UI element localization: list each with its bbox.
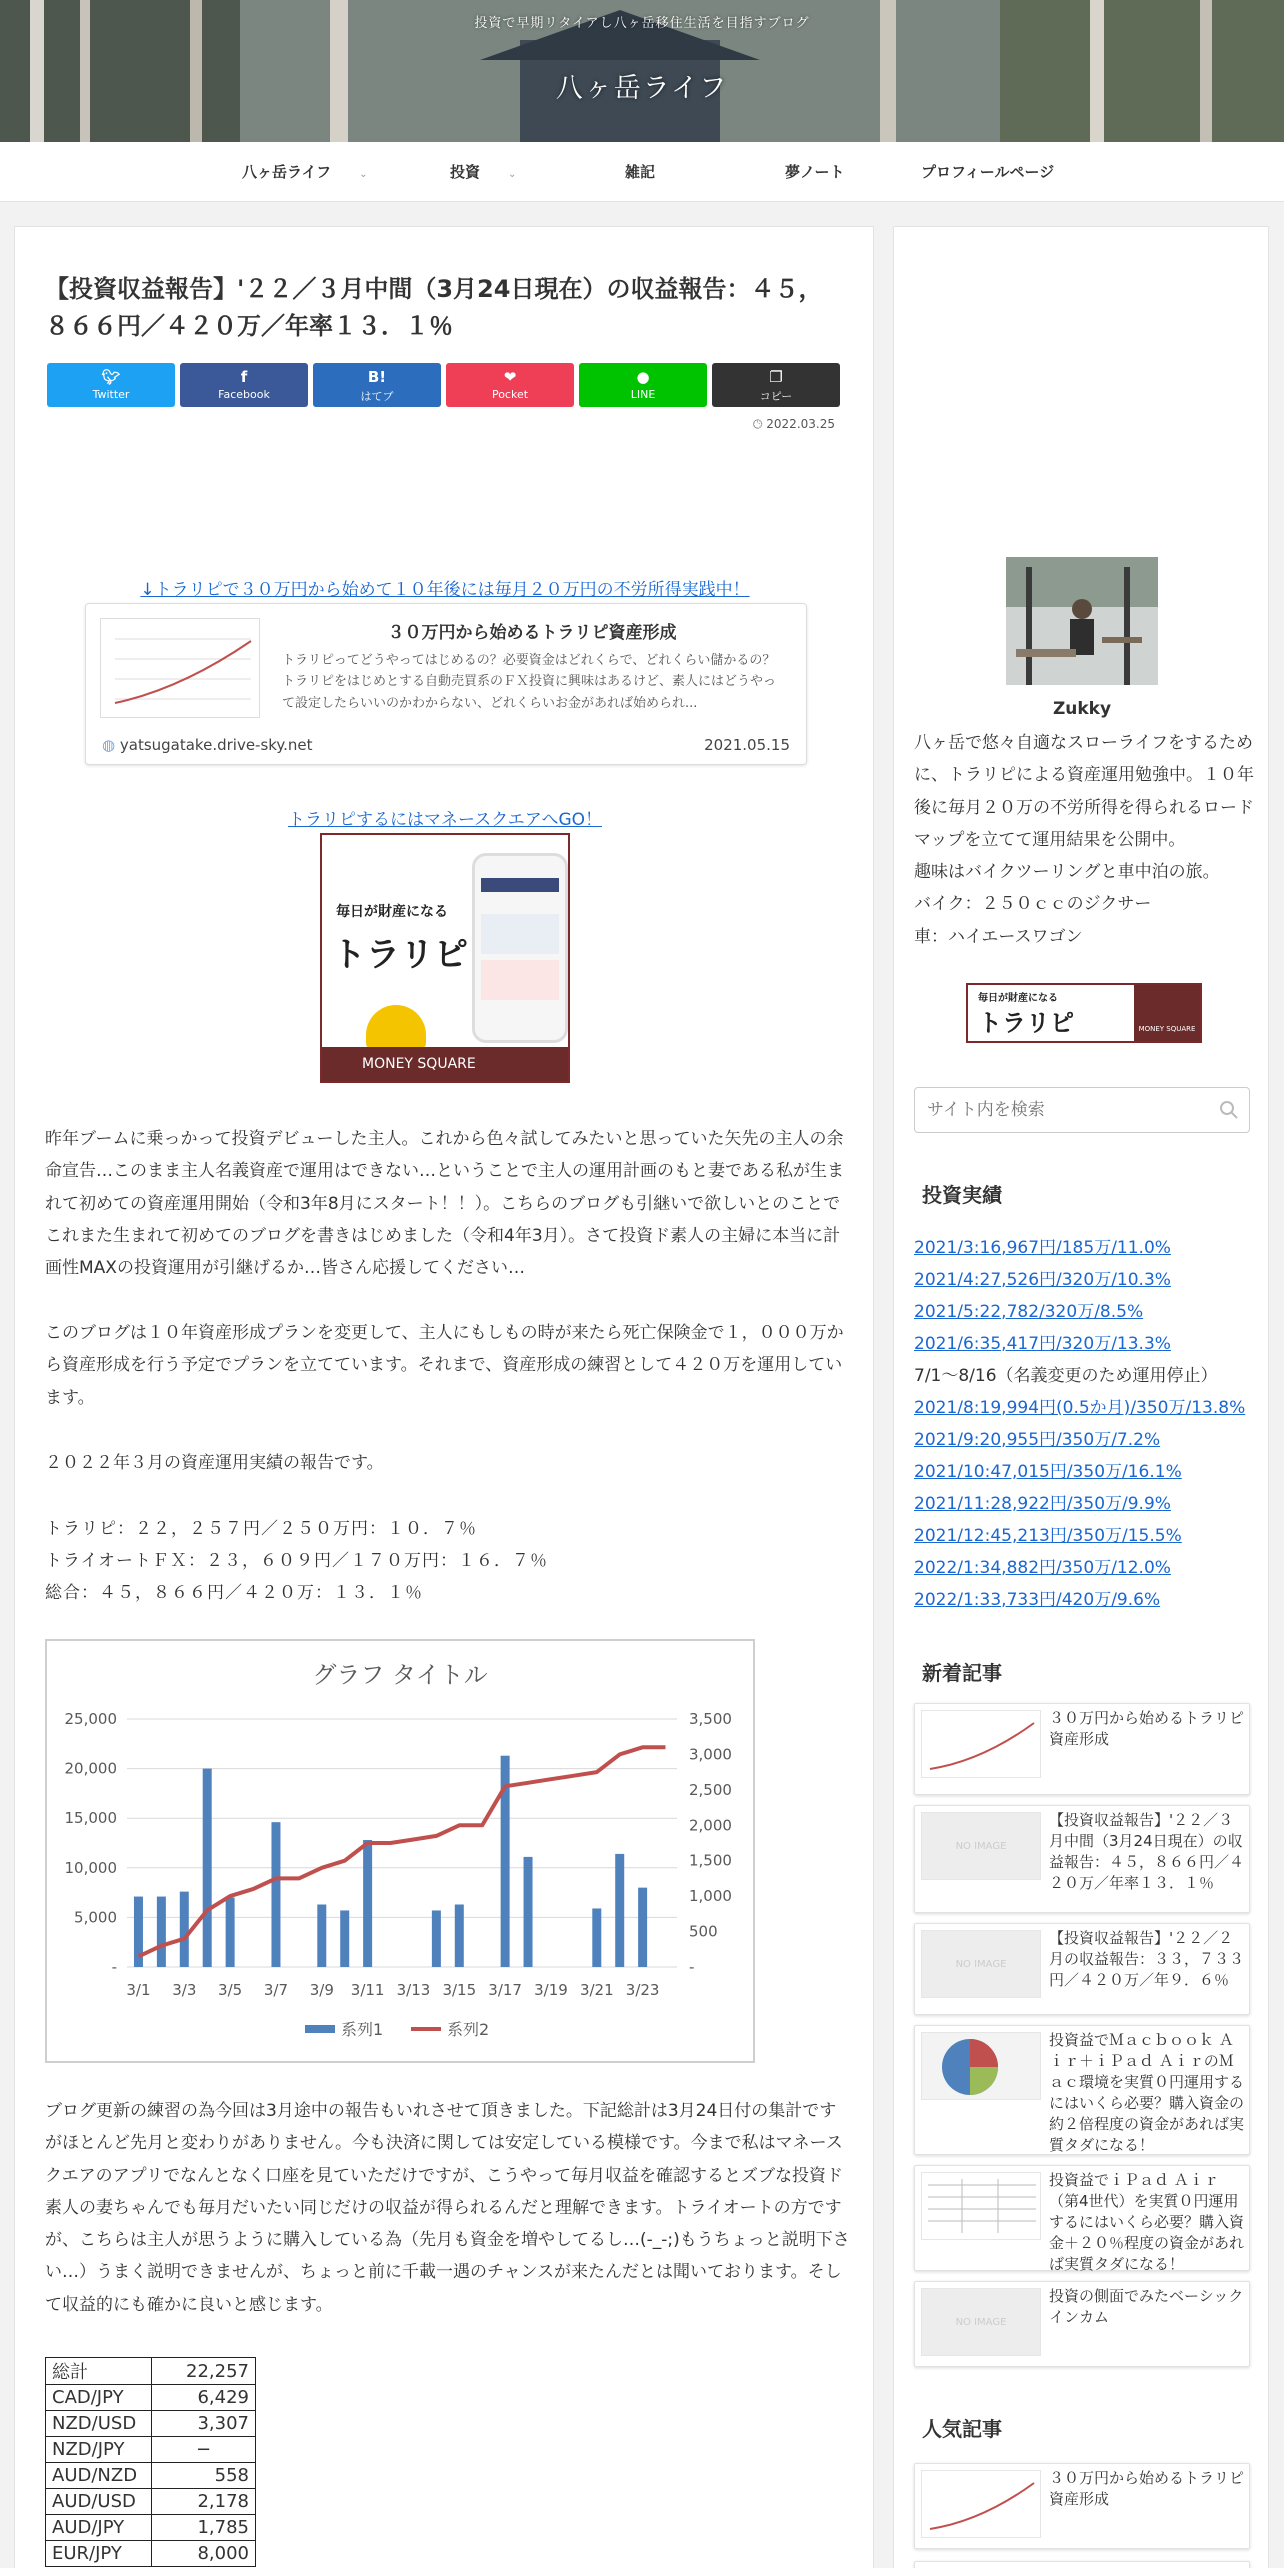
share-pocket-button[interactable] bbox=[446, 363, 574, 407]
nav-item-label: 雑記 bbox=[625, 163, 656, 181]
globe-icon: ◍ bbox=[102, 736, 116, 754]
table-cell-value: 22,257 bbox=[152, 2358, 256, 2385]
author-bio-line: 趣味はバイクツーリングと車中泊の旅。 bbox=[914, 862, 1220, 883]
x-axis-tick-label: 3/13 bbox=[396, 1981, 431, 1999]
legend-label: 系列1 bbox=[341, 2020, 384, 2039]
no-image-icon: NO IMAGE bbox=[922, 1813, 1040, 1879]
x-axis-tick-label: 3/3 bbox=[172, 1981, 197, 1999]
table-cell-pair: AUD/JPY bbox=[46, 2515, 152, 2541]
blog-card[interactable] bbox=[85, 603, 807, 765]
right-axis-tick-label: 1,500 bbox=[689, 1851, 732, 1870]
post-thumbnail bbox=[921, 1812, 1041, 1880]
table-cell-value: − bbox=[152, 2437, 256, 2463]
left-axis-tick-label: 15,000 bbox=[64, 1809, 117, 1828]
new-post-card[interactable] bbox=[914, 2025, 1250, 2155]
post-card-title: 投資益でｉＰａｄ Ａｉｒ（第4世代）を実質０円運用するにはいくら必要？購入資金＋２０％程度の資金があれば実質タダになる！ bbox=[1049, 2171, 1245, 2273]
share-label: LINE bbox=[630, 388, 656, 401]
earnings-chart bbox=[45, 1639, 755, 2063]
banner-logo: トラリピ bbox=[978, 1009, 1074, 1037]
clock-icon: 🕒︎ bbox=[752, 417, 767, 431]
left-axis-tick-label: - bbox=[111, 1958, 117, 1976]
author-bio-line: 八ヶ岳で悠々自適なスローライフをするために、トラリピによる資産運用勉強中。１０年後に毎月２０万の不労所得を得られるロードマップを立てて運用結果を公開中。 bbox=[914, 733, 1254, 850]
line-chart-thumbnail-icon bbox=[922, 2471, 1041, 2538]
table-row bbox=[46, 2411, 256, 2437]
chart-bar bbox=[271, 1822, 280, 1967]
trarip-intro-link[interactable]: ↓トラリピで３０万円から始めて１０年後には毎月２０万円の不労所得実践中！ bbox=[140, 580, 750, 600]
table-row bbox=[46, 2385, 256, 2411]
performance-link[interactable]: 2021/11:28,922円/350万/9.9% bbox=[914, 1494, 1171, 1514]
right-axis-tick-label: 2,500 bbox=[689, 1780, 732, 1799]
performance-link[interactable]: 2021/4:27,526円/320万/10.3% bbox=[914, 1270, 1171, 1290]
search-input[interactable] bbox=[915, 1088, 1195, 1132]
post-card-title: 投資益でＭａｃｂｏｏｋ Ａｉｒ＋ｉＰａｄ ＡｉｒのＭａｃ環境を実質０円運用するにはいくら必要？購入資金の約２倍程度の資金があれば実質タダになる！ bbox=[1049, 2031, 1245, 2154]
post-thumbnail bbox=[921, 2172, 1041, 2240]
new-post-card[interactable] bbox=[914, 1703, 1250, 1795]
post-card-title: 【投資収益報告】'２２／２月の収益報告：３３，７３３円／４２０万／年９．６％ bbox=[1049, 1929, 1245, 1989]
intro-paragraph: 昨年ブームに乗っかって投資デビューした主人。これから色々試してみたいと思っていた矢先の主人の余命宣告…このまま主人名義資産で運用はできない…ということで主人の運用計画のもと妻である私が生まれて初めての資産運用開始（令和3年8月にスタート！！）。こちらのブログも引継いで欲しいとのことでこれまた生まれて初めてのブログを書きはじめました（令和4年3月）。さて投資ド素人の主婦に本当に計画性MAXの投資運用が引継げるか…皆さん応援してください… bbox=[45, 1129, 844, 1279]
x-axis-tick-label: 3/9 bbox=[309, 1981, 334, 1999]
table-cell-value: 8,000 bbox=[152, 2541, 256, 2567]
nav-item-misc[interactable] bbox=[625, 142, 655, 202]
performance-note: 7/1～8/16（名義変更のため運用停止） bbox=[914, 1366, 1218, 1386]
chart-title: グラフ タイトル bbox=[312, 1661, 488, 1689]
site-header bbox=[0, 0, 1284, 142]
no-image-icon: NO IMAGE bbox=[922, 1931, 1040, 1997]
performance-link[interactable]: 2021/3:16,967円/185万/11.0% bbox=[914, 1238, 1171, 1258]
post-card-title: 投資の側面でみたベーシックインカム bbox=[1049, 2287, 1244, 2326]
x-axis-tick-label: 3/7 bbox=[263, 1981, 289, 1999]
blog-card-date: 2021.05.15 bbox=[704, 736, 790, 754]
sidebar-trarip-banner[interactable] bbox=[966, 983, 1202, 1043]
x-axis-tick-label: 3/1 bbox=[126, 1981, 151, 1999]
table-row bbox=[46, 2489, 256, 2515]
result-total: 総合：４５，８６６円／４２０万：１３．１％ bbox=[45, 1583, 423, 1603]
x-axis-tick-label: 3/11 bbox=[350, 1981, 385, 1999]
performance-link[interactable]: 2021/9:20,955円/350万/7.2% bbox=[914, 1430, 1161, 1450]
main-article bbox=[14, 226, 874, 2568]
author-bio bbox=[914, 727, 1258, 953]
banner-tagline: 毎日が財産になる bbox=[336, 904, 448, 920]
share-label: はてブ bbox=[360, 390, 394, 403]
banner-footer: MONEY SQUARE bbox=[322, 1047, 568, 1081]
right-axis-tick-label: 2,000 bbox=[689, 1816, 732, 1835]
pocket-icon: ❤︎ bbox=[503, 368, 517, 386]
report-heading-paragraph: ２０２２年３月の資産運用実績の報告です。 bbox=[45, 1453, 384, 1473]
x-axis-tick-label: 3/23 bbox=[625, 1981, 660, 1999]
performance-widget-title: 投資実績 bbox=[922, 1183, 1002, 1207]
share-label: Pocket bbox=[491, 388, 529, 401]
post-thumbnail bbox=[921, 2288, 1041, 2356]
left-axis-tick-label: 10,000 bbox=[64, 1858, 117, 1877]
x-axis-tick-label: 3/21 bbox=[579, 1981, 614, 1999]
line-icon: ● bbox=[636, 368, 650, 386]
post-thumbnail bbox=[921, 2032, 1041, 2100]
table-cell-value: 6,429 bbox=[152, 2385, 256, 2411]
chevron-down-icon: ⌄ bbox=[359, 169, 368, 180]
result-triauto: トライオートＦＸ：２３，６０９円／１７０万円：１６．７％ bbox=[45, 1551, 548, 1571]
table-thumbnail-icon bbox=[922, 2173, 1041, 2240]
table-row bbox=[46, 2437, 256, 2463]
table-cell-value: 1,785 bbox=[152, 2515, 256, 2541]
right-axis-tick-label: 1,000 bbox=[689, 1887, 732, 1906]
chart-bar bbox=[203, 1769, 212, 1967]
nav-item-label: 夢ノート bbox=[785, 163, 845, 181]
left-axis-tick-label: 25,000 bbox=[64, 1710, 117, 1728]
post-title: 【投資収益報告】'２２／３月中間（3月24日現在）の収益報告：４５，８６６円／４２０万／年率１３．１％ bbox=[45, 275, 823, 341]
blog-card-description: トラリピってどうやってはじめるの？必要資金はどれくらで、どれくらい儲かるの？トラリピをはじめとする自動売買系のＦＸ投資に興味はあるけど、素人にはどうやって設定したらいいのかわからない、どれくらいお金があれば始められ... bbox=[282, 653, 777, 711]
banner-tagline: 毎日が財産になる bbox=[978, 993, 1058, 1004]
nav-item-label: 投資 bbox=[450, 163, 481, 181]
line-chart-thumbnail-icon bbox=[922, 1711, 1041, 1778]
performance-link[interactable]: 2021/10:47,015円/350万/16.1% bbox=[914, 1462, 1182, 1482]
legend-swatch-bar bbox=[305, 2025, 335, 2033]
twitter-icon: 🐦︎ bbox=[101, 368, 121, 386]
table-row bbox=[46, 2358, 256, 2385]
chart-bar bbox=[432, 1910, 441, 1967]
nav-item-dream-note[interactable] bbox=[785, 142, 845, 202]
new-posts-widget-title: 新着記事 bbox=[922, 1661, 1002, 1685]
chart-bar bbox=[363, 1840, 372, 1967]
share-copy-button[interactable] bbox=[712, 363, 840, 407]
share-label: Facebook bbox=[218, 388, 270, 401]
copy-icon: ❐ bbox=[769, 368, 783, 386]
chevron-down-icon: ⌄ bbox=[508, 169, 517, 180]
new-post-card[interactable] bbox=[914, 2165, 1250, 2271]
right-axis-tick-label: 500 bbox=[689, 1922, 718, 1941]
performance-link[interactable]: 2021/5:22,782/320万/8.5% bbox=[914, 1302, 1144, 1322]
chart-bar bbox=[592, 1908, 601, 1967]
tiger-mascot-icon bbox=[366, 1005, 426, 1049]
post-thumbnail bbox=[921, 1710, 1041, 1778]
chart-bar bbox=[157, 1897, 166, 1967]
table-cell-value: 3,307 bbox=[152, 2411, 256, 2437]
table-cell-value: 558 bbox=[152, 2463, 256, 2489]
post-thumbnail bbox=[921, 2470, 1041, 2538]
post-card-title: ３０万円から始めるトラリピ資産形成 bbox=[1049, 2469, 1245, 2508]
chart-bar bbox=[524, 1857, 533, 1967]
nav-item-profile[interactable] bbox=[921, 142, 1054, 202]
banner-footer: MONEY SQUARE bbox=[1134, 985, 1200, 1041]
table-cell-pair: AUD/NZD bbox=[46, 2463, 152, 2489]
after-chart-paragraph: ブログ更新の練習の為今回は3月途中の報告もいれさせて頂きました。下記総計は3月24日付の集計ですがほとんど先月と変わりがありません。今も決済に関しては安定している模様です。今まで私はマネースクエアのアプリでなんとなく口座を見ていただけですが、こうやって毎月収益を確認するとズブな投資ド素人の妻ちゃんでも毎月だいたい同じだけの収益が得られるんだと理解できます。トライオートの方ですが、こちらは主人が思うように購入している為（先月も資金を増やしてるし…(-_-;)もうちょっと説明下さい…）うまく説明できませんが、ちょっと前に千載一遇のチャンスが来たんだとは聞いております。そして収益的にも確かに良いと感じます。 bbox=[45, 2101, 850, 2315]
sidebar bbox=[893, 226, 1269, 2568]
pie-chart-thumbnail-icon bbox=[922, 2033, 1041, 2100]
chart-line-series bbox=[139, 1747, 666, 1956]
table-cell-pair: AUD/USD bbox=[46, 2489, 152, 2515]
new-post-card[interactable] bbox=[914, 1805, 1250, 1913]
author-bio-line: 車：ハイエースワゴン bbox=[914, 926, 1083, 947]
table-cell-pair: CAD/JPY bbox=[46, 2385, 152, 2411]
new-post-card[interactable] bbox=[914, 1923, 1250, 2015]
table-cell-pair: EUR/JPY bbox=[46, 2541, 152, 2567]
share-hatena-button[interactable] bbox=[313, 363, 441, 407]
trarip-banner[interactable] bbox=[320, 833, 570, 1083]
share-label: コピー bbox=[759, 390, 793, 403]
blog-card-site bbox=[102, 736, 313, 754]
share-line-button[interactable] bbox=[579, 363, 707, 407]
left-axis-tick-label: 5,000 bbox=[74, 1908, 117, 1927]
nav-item-yatsugatake-life[interactable] bbox=[242, 142, 368, 202]
author-avatar bbox=[1006, 557, 1158, 685]
earnings-chart-svg bbox=[47, 1641, 753, 2061]
no-image-icon: NO IMAGE bbox=[922, 2289, 1040, 2355]
popular-post-card[interactable] bbox=[914, 2561, 1250, 2568]
site-search bbox=[914, 1087, 1250, 1133]
popular-post-card[interactable] bbox=[914, 2463, 1250, 2549]
right-axis-tick-label: 3,500 bbox=[689, 1710, 732, 1728]
performance-link[interactable]: 2021/6:35,417円/320万/13.3% bbox=[914, 1334, 1171, 1354]
chart-bar bbox=[317, 1905, 326, 1967]
chart-bar bbox=[638, 1888, 647, 1967]
result-trarip: トラリピ：２２，２５７円／２５０万円：１０．７％ bbox=[45, 1519, 477, 1539]
author-photo-icon bbox=[1006, 557, 1158, 685]
x-axis-tick-label: 3/15 bbox=[442, 1981, 477, 1999]
chart-bar bbox=[455, 1905, 464, 1967]
blog-card-thumbnail bbox=[100, 618, 260, 718]
share-twitter-button[interactable] bbox=[47, 363, 175, 407]
right-axis-tick-label: - bbox=[689, 1958, 695, 1976]
performance-link[interactable]: 2022/1:33,733円/420万/9.6% bbox=[914, 1590, 1161, 1610]
site-tagline: 投資で早期リタイアし八ヶ岳移住生活を目指すブログ bbox=[474, 16, 810, 31]
line-chart-thumbnail-icon bbox=[101, 619, 259, 717]
x-axis-tick-label: 3/19 bbox=[534, 1981, 568, 1999]
share-label: Twitter bbox=[92, 388, 130, 401]
post-date bbox=[753, 417, 835, 432]
nav-item-investment[interactable] bbox=[450, 142, 516, 202]
table-row bbox=[46, 2541, 256, 2567]
post-date-text: 2022.03.25 bbox=[766, 417, 835, 431]
table-row bbox=[46, 2515, 256, 2541]
post-card-title: ３０万円から始めるトラリピ資産形成 bbox=[1049, 1709, 1245, 1748]
chart-bar bbox=[340, 1910, 349, 1967]
chart-bar bbox=[180, 1892, 189, 1967]
table-cell-value: 2,178 bbox=[152, 2489, 256, 2515]
money-square-link[interactable]: トラリピするにはマネースクエアへGO！ bbox=[287, 810, 603, 830]
popular-posts-widget-title: 人気記事 bbox=[922, 2417, 1002, 2441]
table-cell-pair: NZD/USD bbox=[46, 2411, 152, 2437]
post-card-title: 【投資収益報告】'２２／３月中間（3月24日現在）の収益報告：４５，８６６円／４２０万／年率１３．１％ bbox=[1049, 1811, 1245, 1892]
author-bio-line: バイク：２５０ｃｃのジクサー bbox=[914, 894, 1152, 915]
chart-bar bbox=[226, 1898, 235, 1967]
earnings-table bbox=[45, 2357, 256, 2567]
blog-card-title: ３０万円から始めるトラリピ資産形成 bbox=[387, 623, 677, 643]
blog-card-site-text: yatsugatake.drive-sky.net bbox=[119, 736, 313, 754]
new-post-card[interactable] bbox=[914, 2281, 1250, 2367]
chart-bar bbox=[615, 1854, 624, 1967]
site-title[interactable]: 八ヶ岳ライフ bbox=[555, 73, 729, 104]
nav-item-label: プロフィールページ bbox=[921, 163, 1055, 181]
legend-label: 系列2 bbox=[447, 2020, 490, 2039]
phone-image bbox=[472, 853, 568, 1043]
nav-item-label: 八ヶ岳ライフ bbox=[242, 163, 332, 181]
search-icon[interactable] bbox=[1219, 1100, 1239, 1120]
x-axis-tick-label: 3/17 bbox=[488, 1981, 522, 1999]
table-cell-pair: NZD/JPY bbox=[46, 2437, 152, 2463]
right-axis-tick-label: 3,000 bbox=[689, 1745, 732, 1764]
global-nav bbox=[0, 142, 1284, 202]
hatena-icon: B! bbox=[367, 368, 387, 386]
share-facebook-button[interactable] bbox=[180, 363, 308, 407]
table-row bbox=[46, 2463, 256, 2489]
table-cell-pair: 総計 bbox=[46, 2358, 152, 2385]
plan-paragraph: このブログは１０年資産形成プランを変更して、主人にもしもの時が来たら死亡保険金で１，０００万から資産形成を行う予定でプランを立てています。それまで、資産形成の練習として４２０万を運用しています。 bbox=[45, 1323, 844, 1408]
performance-link[interactable]: 2021/12:45,213円/350万/15.5% bbox=[914, 1526, 1182, 1546]
x-axis-tick-label: 3/5 bbox=[218, 1981, 243, 1999]
banner-logo: トラリピ bbox=[332, 935, 468, 975]
author-name: Zukky bbox=[1052, 699, 1112, 719]
facebook-icon: f bbox=[240, 368, 248, 386]
post-thumbnail bbox=[921, 1930, 1041, 1998]
left-axis-tick-label: 20,000 bbox=[64, 1759, 117, 1778]
performance-link[interactable]: 2022/1:34,882円/350万/12.0% bbox=[914, 1558, 1171, 1578]
performance-link[interactable]: 2021/8:19,994円(0.5か月)/350万/13.8% bbox=[914, 1398, 1246, 1418]
